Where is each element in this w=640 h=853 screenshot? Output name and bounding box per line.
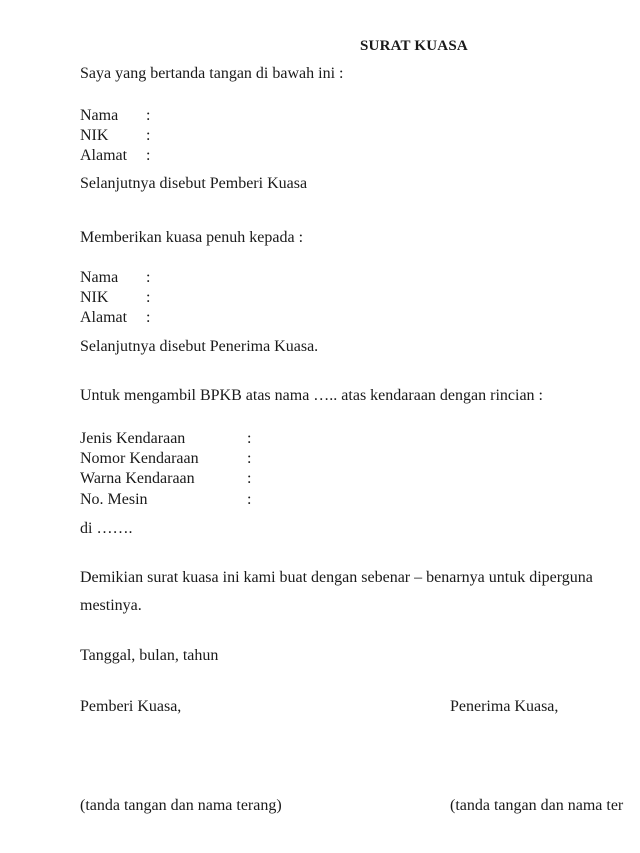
closing-paragraph-line1: Demikian surat kuasa ini kami buat dengan sebenar – benarnya untuk diperguna [80, 569, 593, 586]
vehicle-type-label: Jenis Kendaraan [80, 430, 186, 447]
grant-statement: Memberikan kuasa penuh kepada : [80, 229, 304, 246]
grantor-signature-line: (tanda tangan dan nama terang) [80, 797, 282, 814]
grantee-signature-line: (tanda tangan dan nama ter [450, 797, 624, 814]
vehicle-type-colon: : [247, 430, 252, 447]
grantor-signature-role: Pemberi Kuasa, [80, 698, 182, 715]
vehicle-number-colon: : [247, 450, 252, 467]
grantor-address-colon: : [146, 147, 151, 164]
grantee-signature-role: Penerima Kuasa, [450, 698, 559, 715]
grantor-closing: Selanjutnya disebut Pemberi Kuasa [80, 175, 308, 192]
vehicle-color-label: Warna Kendaraan [80, 470, 195, 487]
grantee-nik-colon: : [146, 289, 151, 306]
grantor-nik-label: NIK [80, 127, 109, 144]
location-line: di ……. [80, 520, 133, 537]
engine-number-label: No. Mesin [80, 491, 148, 508]
purpose-text: Untuk mengambil BPKB atas nama ….. atas kendaraan dengan rincian : [80, 387, 543, 404]
document-title: SURAT KUASA [360, 38, 468, 54]
date-line: Tanggal, bulan, tahun [80, 647, 219, 664]
engine-number-colon: : [247, 491, 252, 508]
grantee-address-colon: : [146, 309, 151, 326]
vehicle-color-colon: : [247, 470, 252, 487]
grantee-name-label: Nama [80, 269, 119, 286]
grantee-nik-label: NIK [80, 289, 109, 306]
grantee-address-label: Alamat [80, 309, 128, 326]
grantee-closing: Selanjutnya disebut Penerima Kuasa. [80, 338, 319, 355]
grantor-name-colon: : [146, 107, 151, 124]
grantor-nik-colon: : [146, 127, 151, 144]
grantee-name-colon: : [146, 269, 151, 286]
intro-text: Saya yang bertanda tangan di bawah ini : [80, 65, 344, 82]
closing-paragraph-line2: mestinya. [80, 597, 142, 614]
vehicle-number-label: Nomor Kendaraan [80, 450, 199, 467]
grantor-address-label: Alamat [80, 147, 128, 164]
grantor-name-label: Nama [80, 107, 119, 124]
